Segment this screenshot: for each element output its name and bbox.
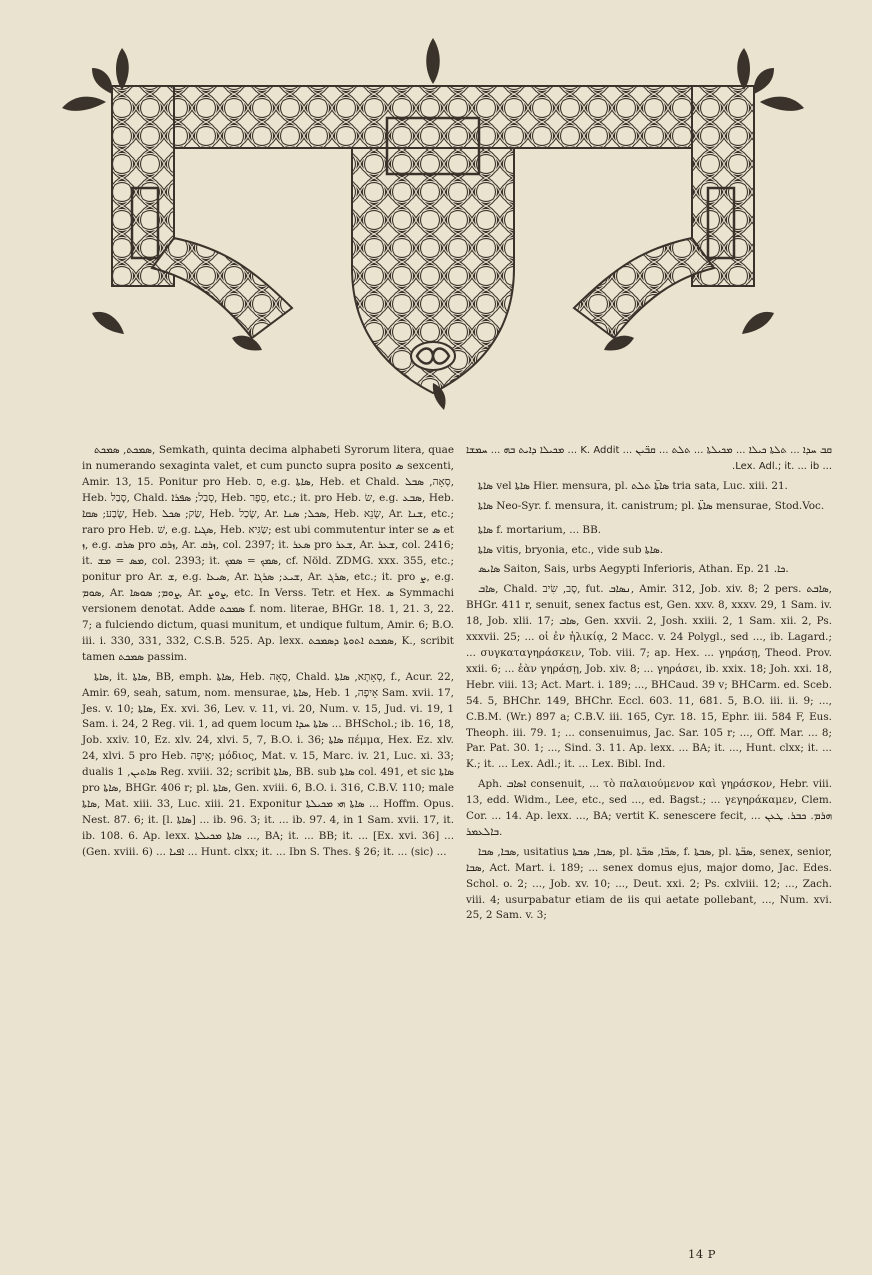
entry-seah-continued: ܩܒ ܚܕܐ ... ܬܠܬܐ ܟܝܠܐ ... ܡܟܝܠܬܐ ... ܬܠܬ ... ܩܒ̈ܝܢ ... K. Addit ... ܡܟܝܠܐ ܕܐܝܬ ܒܗ ... ܚܡܫܐ ... Lex. Adl.; it. ... ib. <box>466 445 832 472</box>
entry-aph-consenuit: Aph. ܐܣܐܒ consenuit, ... τὸ παλαιούμενον καὶ γηράσκον, Hebr. viii. 13, edd. Widm., Lee, etc., sed ..., ed. Bagst.; ... γεγηράκαμεν, Clem. Cor. ... 14. Ap. lexx. ..., BA; vertit K. senescere fecit, ... ܗܪܡ. ܟܒܪ. ܛܥܢ ܒܐܠܥܡܪ. <box>466 778 832 838</box>
entry-seah-hier: ܣܐܬܐ vel ܣܐܬܐ Hier. mensura, pl. ܣܐܬ̈ܐ ܬܠܬ tria sata, Luc. xiii. 21. <box>478 479 788 492</box>
entry-senuit: ܣܐܒ, Chald. סָב, שִׂיב, fut. ܢܣܐܒ, Amir. 312, Job. xiv. 8; 2 pers. ܣܐܒܬ, BHGr. 411 r, senuit, senex factus est, Gen. xxv. 8, xxxv. 29, 1 Sam. iv. 18, Job. xlii. 17; ܣܐܒ, Gen. xxvii. 2, Josh. xxiii. 2, 1 Sam. xii. 2, Ps. xxxvii. 25; ... οἱ ἐν ἡλικίᾳ, 2 Macc. v. 24 Polygl., sed ..., ib. Lagard.; ... συγκαταγηράσκειν, Tob. viii. 7; ap. Hex. ... γηράσῃ, Theod. Prov. xxii. 6; ... ἐὰν γηράσῃ, Job. xiv. 8; ... γηράσει, ib. xxix. 18; Joh. xxi. 18, Hebr. viii. 13; Act. Mart. i. 189; ..., BHCaud. 39 v; BHCarm. ed. Sceb. 54. 5, BHChr. 149, BHChr. Eccl. 603. 11, 681. 5, B.O. iii. ii. 9; ..., C.B.M. (Wr.) 897 a; C.B.V. iii. 165, Cyr. 18. 15, Ephr. iii. 584 F, Eus. Theoph. iii. 79. 1; ... consenuimus, Jac. Sar. 105 r; ..., Off. Mar. ... 8; Par. Pat. 30. 1; ..., Sind. 3. 11. Ap. lexx. ... BA; it. ..., Hunt. clxx; it. ... K.; it. ... Lex. Adl.; it. ... Lex. Bibl. Ind. <box>466 583 833 771</box>
page-number: 14 P <box>688 1247 717 1261</box>
celtic-knot-headpiece-icon <box>52 38 814 428</box>
entry-mortarium: ܣܐܬܐ f. mortarium, ... BB. <box>478 523 602 536</box>
entry-semkath: ܣܡܟܬ, ܣܡܟܬ, Semkath, quinta decima alphabeti Syrorum litera, quae in numerando sexaginta valet, et cum puncto supra posito ܣ sexcenti, Amir. 13, 15. Ponitur pro Heb. ס, e.g. ܣܐܬܐ, Heb. et Chald. סְאָה, ܣܒܠ, Heb. סָבַל, Chald. סְבַל; ܣܦܪܐ, Heb. סֵפֶר, etc.; it. pro Heb. שׂ, e.g. ܣܒܥ, Heb. שָׂבַע; ܣܩܐ, Heb. שַׂק; ܣܟܠ, Heb. שָׂכַל, Ar. ܣܟܠ; ܣܢܐ, Heb. שָׂנֵא, Ar. ܫܢܐ, etc.; raro pro Heb. שׁ, e.g. ܣܓܝܐ, Heb. שַׂגִּיא; est ubi commutentur inter se ܣ et ܙ, e.g. ܣܪܩ pro ܙܪܩ, Ar. ܙܪܩ, col. 2397; it. ܣܥܪ pro ܫܥܪ, Ar. ܫܥܪ, col. 2416; it. ܡܣ = ܡܫ, col. 2393; it. ܣܡܟ = ܣܡܟ, cf. Nöld. ZDMG. xxx. 355, etc.; ponitur pro Ar. ܫ, e.g. ܣܝܥܐ, Ar. ܫܝܥ; ܣܪܓܐ, Ar. ܣܪܓ, etc.; it. pro ܨ, e.g. ܣܘܡ, Ar. ܨܘܡ; ܣܘܣܐ, Ar. ܨܘܨ, etc. In Verss. Tetr. et Hex. ܣ Symmachi versionem denotat. Adde ܣܡܟܬ f. nom. literae, BHGr. 18. 1, 21. 3, 22. 7; a fulciendo dictum, quasi munitum, et undique fultum, Amir. 6; B.O. iii. i. 330, 331, 332, C.S.B. 525. Ap. lexx. ܣܡܟܬ ܐܬܘܬܐ ܕܣܡܟܬ, K., scribit tamen ܣܡܟܬ passim. <box>82 444 455 663</box>
right-column <box>466 443 832 928</box>
entry-vitis: ܣܐܬܐ vitis, bryonia, etc., vide sub ܣܐܬܐ. <box>478 543 664 556</box>
entry-senex: ܣܒܐ, ܣܒܐ, usitatius ܣܒܐ, ܣܒܬܐ, pl. ܣܒ̈ܐ, ܣܒ̈ܬܐ, f. ܣܒܬܐ, pl. ܣܒ̈ܬܐ, senex, senior, ܣܒܐ, Act. Mart. i. 189; ... senex domus ejus, major domo, Jac. Edes. Schol. o. 2; ..., Job. xv. 10; ..., Deut. xxi. 2; Ps. cxlviii. 12; ..., Zach. viii. 4; usurpabatur etiam de iis qui aetate pollebant, ..., Num. xvi. 25, 2 Sam. v. 3; <box>466 845 832 922</box>
left-column <box>82 443 454 865</box>
entry-sais: ܣܐܝܣ Saiton, Sais, urbs Aegypti Inferioris, Athan. Ep. ܟܐ. 21. <box>478 563 789 576</box>
entry-seah-neosyr: ܣܐܬܐ Neo-Syr. f. mensura, it. canistrum; pl. ܣܐܬ̈ܐ mensurae, Stod.Voc. <box>478 499 825 512</box>
entry-seah: ܣܐܬܐ, it. ܣܐܬܐ, BB, emph. ܣܐܬܐ, Heb. סְאָה, Chald. סְאָתָא, ܣܐܬܐ, f., Acur. 22, Amir. 69, seah, satum, nom. mensurae, ܣܐܬܐ, Heb. אֵיפָה, 1 Sam. xvii. 17, Jes. v. 10; ܣܐܬܐ, Ex. xvi. 36, Lev. v. 11, vi. 20, Num. v. 15, Jud. vi. 19, 1 Sam. i. 24, 2 Reg. vii. 1, ad quem locum ܣܐܬܐ ܚܕܐ ... BHSchol.; ib. 16, 18, Job. xxiv. 10, Ez. xlv. 24, xlvi. 5, 7, B.O. i. 36; ܣܐܬܐ πέμμα, Hex. Ez. xlv. 24, xlvi. 5 pro Heb. אֵיפָה; μόδιος, Mat. v. 15, Marc. iv. 21, Luc. xi. 33; dualis ܣܐܬܝܢ, 1 Reg. xviii. 32; scribit ܣܐܬܐ, BB. sub ܣܐܬܐ col. 491, et sic ܣܐܬܐ pro ܣܐܬܐ, BHGr. 406 r; pl. ܣܐܬܐ, Gen. xviii. 6, B.O. i. 316, C.B.V. 110; male ܣܐܬܐ, Mat. xiii. 33, Luc. xiii. 21. Exponitur ܣܐܬܐ ܗܝ ܡܟܝܠܬܐ ... Hoffm. Opus. Nest. 87. 6; it. [l. ܣܐܬܐ] ... ib. 96. 3; it. ... ib. 97. 4, in 1 Sam. xvii. 17, it. ib. 108. 6. Ap. lexx. ܣܐܬܐ ܡܟܝܠܬܐ ..., BA; it. ... BB; it. ... [Ex. xvi. 36] ... (Gen. xviii. 6) ... ܐܦܝܐ ... Hunt. clxx; it. ... Ibn S. Thes. § 26; it. ... (sic) ... <box>82 670 455 858</box>
